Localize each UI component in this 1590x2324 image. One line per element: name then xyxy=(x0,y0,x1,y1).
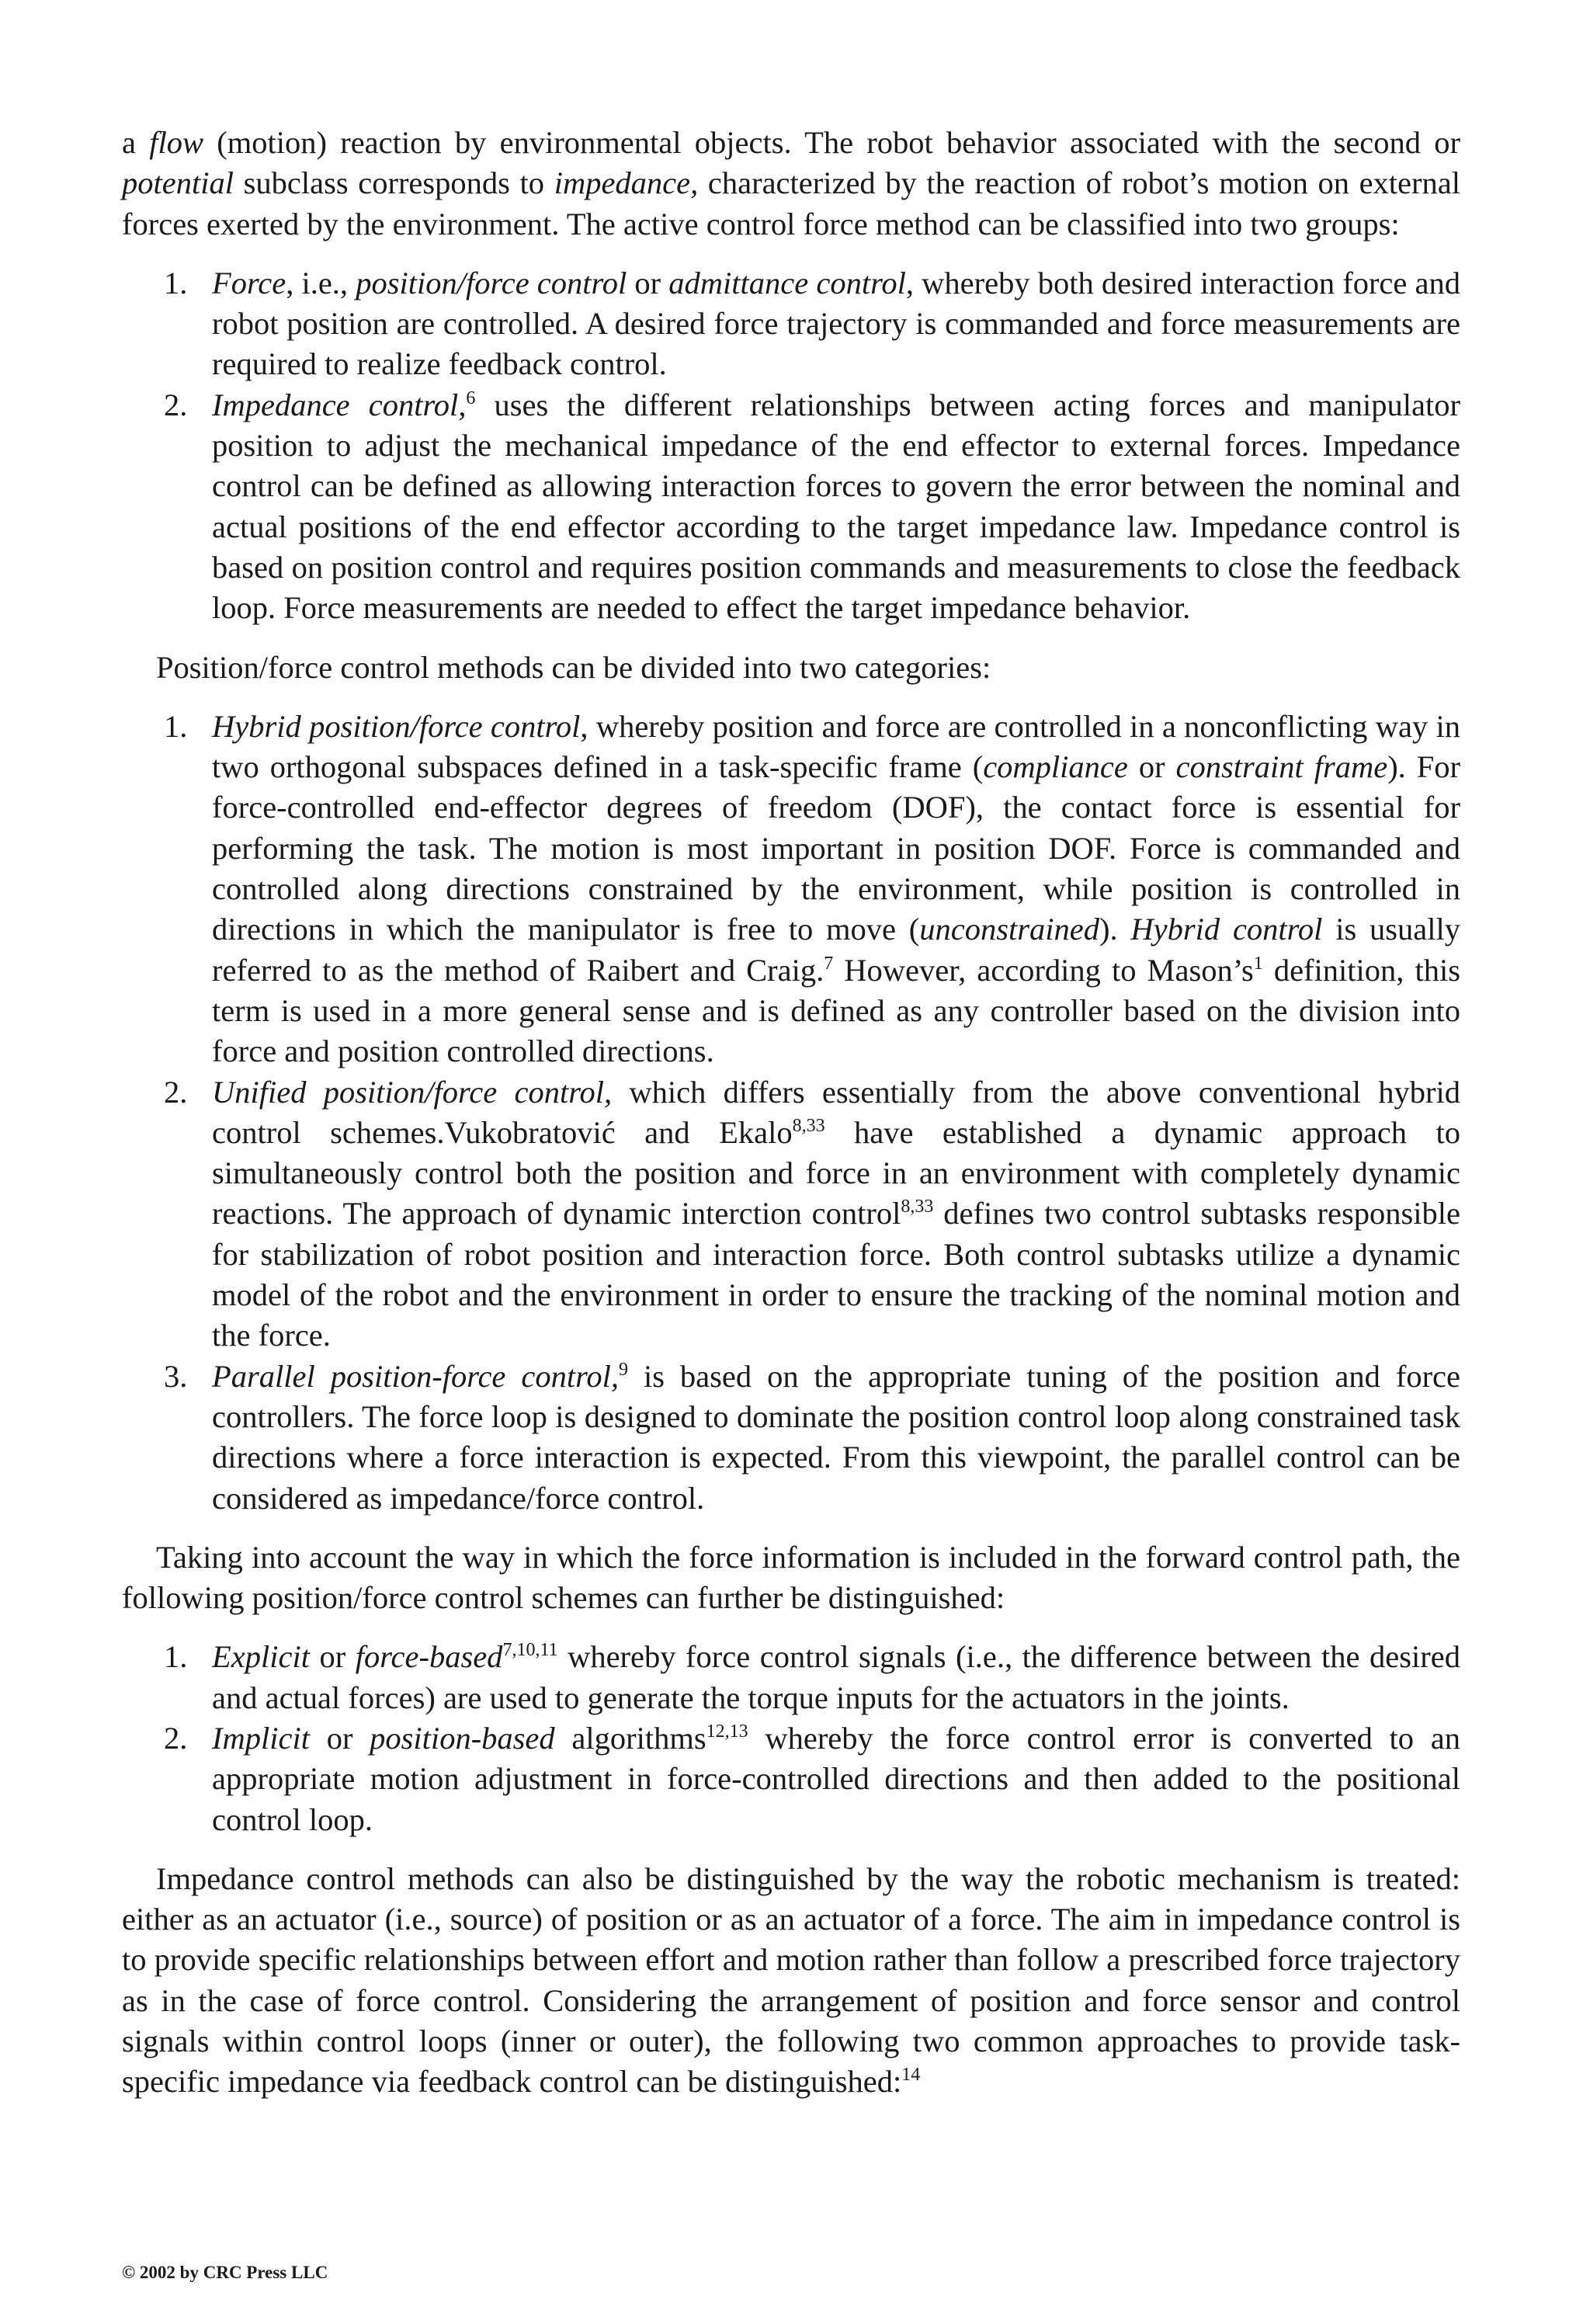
text-run: , i.e., xyxy=(286,265,356,300)
list-item xyxy=(122,1637,1460,1718)
term-hybrid-position-force-control: Hybrid position/force control xyxy=(212,708,581,744)
list-item xyxy=(122,1718,1460,1840)
term-unconstrained: unconstrained xyxy=(919,912,1100,947)
term-impedance: impedance, xyxy=(554,165,699,201)
reference-superscript: 12,13 xyxy=(706,1721,748,1742)
text-run: ). xyxy=(1099,912,1131,947)
list-number: 1. xyxy=(164,265,188,300)
term-hybrid-control: Hybrid control xyxy=(1130,912,1323,947)
list-number: 1. xyxy=(164,708,188,744)
list-item xyxy=(122,1357,1460,1519)
schemes-paragraph: Taking into account the way in which the force information is included in the forward control path, the following position/force control schemes can further be distinguished: xyxy=(122,1539,1460,1616)
term-compliance: compliance xyxy=(983,749,1128,785)
list-number: 2. xyxy=(164,387,188,422)
text-run: have established a dynamic approach to simultaneously control both the position and force in an environment with completely dynamic reactions. The approach of dynamic interction control xyxy=(212,1114,1460,1231)
list-number: 3. xyxy=(164,1358,188,1394)
reference-superscript: 8,33 xyxy=(792,1115,825,1136)
text-run: characterized by the reaction of robot’s motion on external forces exerted by the environment. The active control force method can be classified into two groups: xyxy=(122,165,1460,241)
text-run: subclass corresponds to xyxy=(234,165,554,201)
term-explicit: Explicit xyxy=(212,1639,310,1675)
text-run: However, according to Mason’s xyxy=(833,952,1254,988)
term-position-based: position-based xyxy=(370,1720,555,1756)
text-run: is based on the appropriate tuning of the position and force controllers. The force loop is designed to dominate the position control loop along constrained task directions where a force interaction is expected. From this viewpoint, the parallel control can be considered as impedance/force control. xyxy=(212,1358,1461,1516)
term-implicit: Implicit xyxy=(212,1720,310,1756)
list-item xyxy=(122,1072,1460,1357)
text-run: ). For force-controlled end-effector degrees of freedom (DOF), the contact force is essential for performing the task. The motion is most important in position DOF. Force is commanded and controlled along directions constrained by the environment, while position is controlled in directions in which the manipulator is free to move ( xyxy=(212,749,1460,947)
categories-paragraph: Position/force control methods can be divided into two categories: xyxy=(156,649,991,685)
term-force-based: force-based xyxy=(355,1639,503,1675)
reference-superscript: 9 xyxy=(618,1359,628,1380)
reference-superscript: 7 xyxy=(824,953,834,974)
list-item xyxy=(122,707,1460,1072)
term-force: Force xyxy=(212,265,286,300)
text-run: or xyxy=(627,265,669,300)
text-run: definition, this term is used in a more general sense and is defined as any controller based on the division into force and position controlled directions. xyxy=(212,952,1460,1069)
term-parallel-position-force-control: Parallel position-force control, xyxy=(212,1358,619,1394)
list-number: 2. xyxy=(164,1720,188,1756)
text-run: a xyxy=(122,125,150,160)
term-flow: flow xyxy=(149,125,203,160)
intro-paragraph xyxy=(122,123,1460,245)
term-impedance-control: Impedance control, xyxy=(212,387,467,422)
reference-superscript: 14 xyxy=(901,2065,921,2086)
reference-superscript: 1 xyxy=(1253,953,1263,974)
schemes-list xyxy=(122,1637,1460,1839)
text-run: which differs essentially from the above conventional hybrid control schemes.Vukobratović and Ekalo xyxy=(212,1074,1461,1150)
text-run: uses the different relationships between acting forces and manipulator position to adjust the mechanical impedance of the end effector to external forces. Impedance control can be defined as allowing interaction forces to govern the error between the nominal and actual positions of the end effector according to the target impedance law. Impedance control is based on position control and requires position commands and measurements to close the feedback loop. Force measurements are needed to effect the target impedance behavior. xyxy=(212,387,1461,626)
impedance-methods-paragraph xyxy=(122,1859,1460,2103)
copyright-footer: © 2002 by CRC Press LLC xyxy=(122,2263,328,2282)
text-run: defines two control subtasks responsible for stabilization of robot position and interaction force. Both control subtasks utilize a dynamic model of the robot and the environment in order to ensure the tracking of the nominal motion and the force. xyxy=(212,1196,1460,1353)
term-position-force-control: position/force control xyxy=(356,265,627,300)
reference-superscript: 7,10,11 xyxy=(502,1640,558,1661)
text-run: or xyxy=(309,1720,370,1756)
text-run: whereby force control signals (i.e., the difference between the desired and actual forces) are used to generate the torque inputs for the actuators in the joints. xyxy=(212,1639,1460,1715)
text-run: or xyxy=(309,1639,356,1675)
list-number: 2. xyxy=(164,1074,188,1110)
text-run: algorithms xyxy=(554,1720,706,1756)
text-run: or xyxy=(1127,749,1176,785)
list-number: 1. xyxy=(164,1639,188,1675)
list-item xyxy=(122,385,1460,629)
reference-superscript: 6 xyxy=(466,387,476,408)
control-groups-list xyxy=(122,263,1460,629)
list-item xyxy=(122,263,1460,385)
text-run: whereby the force control error is converted to an appropriate motion adjustment in force-controlled directions and then added to the positional control loop. xyxy=(212,1720,1460,1837)
term-constraint-frame: constraint frame xyxy=(1175,749,1388,785)
categories-list xyxy=(122,707,1460,1519)
reference-superscript: 8,33 xyxy=(901,1197,934,1218)
page-body xyxy=(122,123,1460,2103)
text-run: , whereby both desired interaction force and robot position are controlled. A desired force trajectory is commanded and force measurements are required to realize feedback control. xyxy=(212,265,1460,382)
term-unified-position-force-control: Unified position/force control, xyxy=(212,1074,613,1110)
text-run: Impedance control methods can also be distinguished by the way the robotic mechanism is treated: either as an actuator (i.e., source) of position or as an actuator of a force. The aim in impedance control is to provide specific relationships between effort and motion rather than follow a prescribed force trajectory as in the case of force control. Considering the arrangement of position and force sensor and control signals within control loops (inner or outer), the following two common approaches to provide task-specific impedance via feedback control can be distinguished: xyxy=(122,1860,1460,2100)
term-admittance-control: admittance control xyxy=(668,265,906,300)
term-potential: potential xyxy=(122,165,234,201)
text-run: , whereby position and force are controlled in a nonconflicting way in two orthogonal subspaces defined in a task-specific frame ( xyxy=(212,708,1460,785)
text-run: is usually referred to as the method of Raibert and Craig. xyxy=(212,912,1460,988)
text-run: (motion) reaction by environmental objects. The robot behavior associated with the second or xyxy=(203,125,1460,160)
